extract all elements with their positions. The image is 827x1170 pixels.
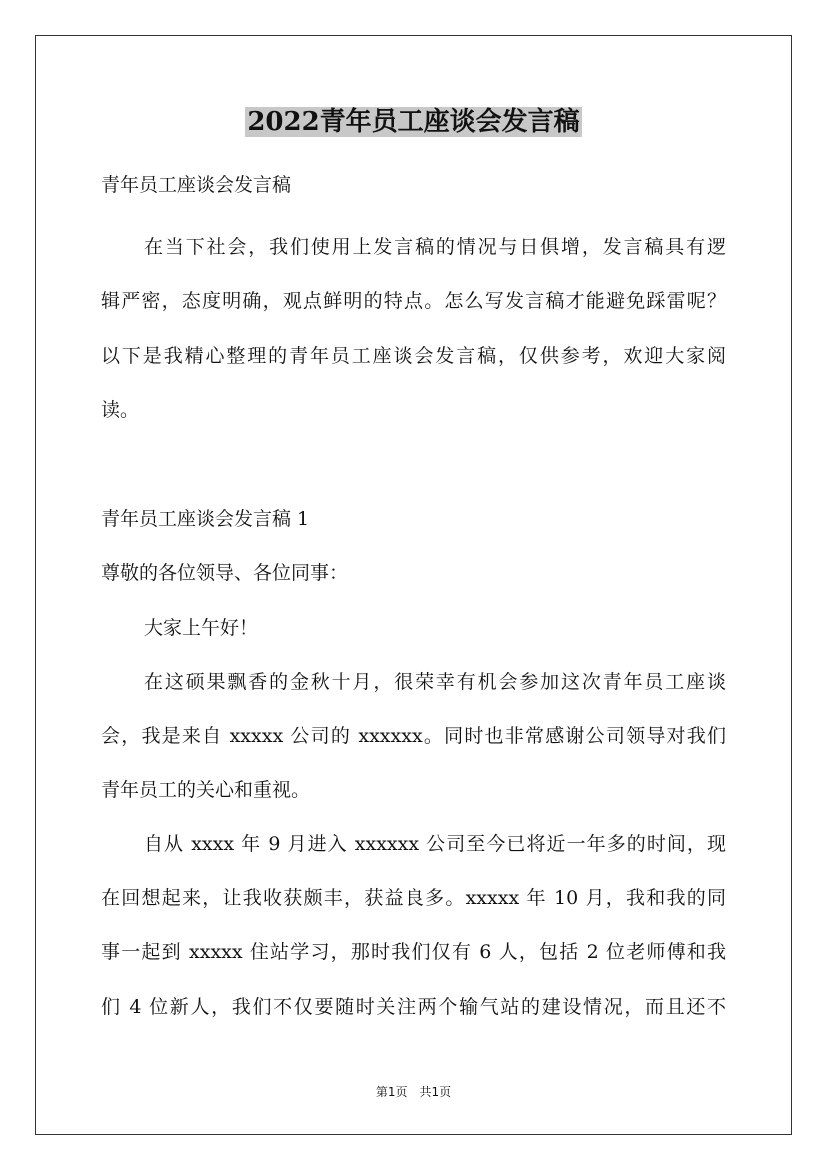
salutation: 尊敬的各位领导、各位同事： <box>101 562 349 584</box>
paragraph-line: 会，我是来自 xxxxx 公司的 xxxxxx。同时也非常感谢公司领导对我们 <box>101 725 726 747</box>
paragraph-line: 们 4 位新人，我们不仅要随时关注两个输气站的建设情况，而且还不 <box>101 996 726 1018</box>
document-title-text: 2022青年员工座谈会发言稿 <box>247 107 580 137</box>
document-title <box>0 102 827 142</box>
paragraph-line: 在当下社会，我们使用上发言稿的情况与日俱增，发言稿具有逻 <box>144 236 726 258</box>
paragraph-line: 在回想起来，让我收获颇丰，获益良多。xxxxx 年 10 月，我和我的同 <box>101 887 726 909</box>
section-heading: 青年员工座谈会发言稿 1 <box>101 508 310 530</box>
paragraph-line: 事一起到 xxxxx 住站学习，那时我们仅有 6 人，包括 2 位老师傅和我 <box>101 941 726 963</box>
paragraph-line: 在这硕果飘香的金秋十月，很荣幸有机会参加这次青年员工座谈 <box>144 671 726 693</box>
paragraph-line: 青年员工的关心和重视。 <box>101 779 311 801</box>
section-heading: 青年员工座谈会发言稿 <box>101 174 292 196</box>
paragraph-line: 以下是我精心整理的青年员工座谈会发言稿，仅供参考，欢迎大家阅 <box>101 345 726 367</box>
paragraph-line: 辑严密，态度明确，观点鲜明的特点。怎么写发言稿才能避免踩雷呢？ <box>101 290 726 312</box>
paragraph-line: 自从 xxxx 年 9 月进入 xxxxxx 公司至今已将近一年多的时间，现 <box>144 833 726 855</box>
paragraph-line: 读。 <box>101 399 140 421</box>
page-number: 第1页 共1页 <box>375 1085 452 1099</box>
page-footer <box>0 1084 827 1100</box>
greeting: 大家上午好！ <box>144 617 259 639</box>
